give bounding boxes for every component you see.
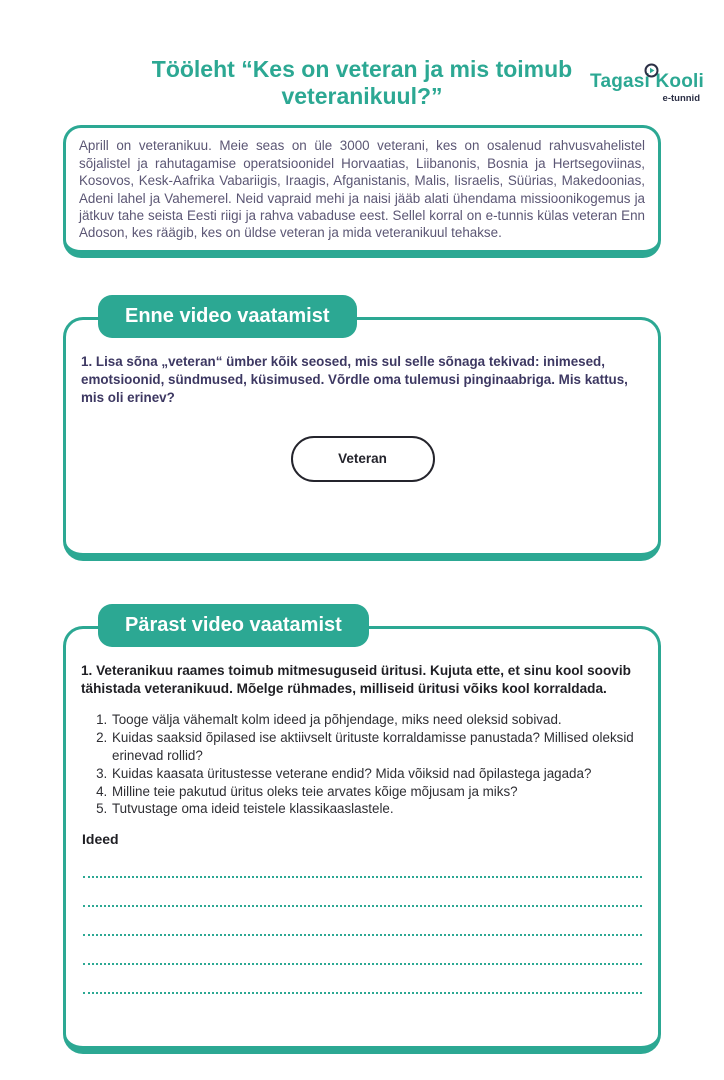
section-heading-after: Pärast video vaatamist: [98, 604, 369, 647]
logo-brand-text: Tagasi Kooli: [590, 71, 704, 92]
subtask-item: 5. Tutvustage oma ideid teistele klassikaaslastele.: [111, 800, 644, 818]
section-before-video: [63, 304, 661, 561]
answer-line: [83, 878, 642, 907]
answer-lines: [81, 849, 644, 994]
play-icon: [644, 63, 659, 83]
section-heading-before: Enne video vaatamist: [98, 295, 357, 338]
answer-line: [83, 965, 642, 994]
intro-box: [63, 125, 661, 258]
subtask-item: 1. Tooge välja vähemalt kolm ideed ja põhjendage, miks need oleksid sobivad.: [111, 711, 644, 729]
answer-line: [83, 936, 642, 965]
subtask-item: 3. Kuidas kaasata üritustesse veterane endid? Mida võiksid nad õpilastega jagada?: [111, 765, 644, 783]
answer-line: [83, 907, 642, 936]
subtask-list: [81, 711, 644, 818]
logo-tagline: e-tunnid: [662, 93, 700, 104]
subtask-item: 4. Milline teie pakutud üritus oleks teie arvates kõige mõjusam ja miks?: [111, 783, 644, 801]
ideas-label: Ideed: [82, 831, 119, 848]
intro-paragraph: Aprill on veteranikuu. Meie seas on üle 3000 veterani, kes on osalenud rahvusvahelistel sõjalistel ja rahutagamise operatsioonidel Horvaatias, Liibanonis, Bosnia ja Hertsegoviinas, Kosovos, Kesk-Aafrika Vabariigis, Iraagis, Afganistanis, Malis, Iisraelis, Süürias, Makedoonias, Adeni lahel ja Vahemerel. Neid vapraid mehi ja naisi jääb alati ühendama missioonikogemus ja jätkuv tahe seista Eesti riigi ja rahva vabaduse eest. Sellel korral on e-tunnis külas veteran Enn Adoson, kes räägib, kes on üldse veteran ja mida veteranikuul tehakse.: [79, 138, 645, 241]
answer-line: [83, 849, 642, 878]
after-video-task: 1. Veteranikuu raames toimub mitmesuguseid üritusi. Kujuta ette, et sinu kool soovib tähistada veteranikuud. Mõelge rühmades, milliseid üritusi võiks kool korraldada.: [81, 662, 631, 696]
veteran-bubble-label: Veteran: [338, 451, 387, 467]
section-after-video: [63, 613, 661, 1054]
tagasi-kooli-logo: [590, 72, 704, 104]
before-video-question: 1. Lisa sõna „veteran“ ümber kõik seosed, mis sul selle sõnaga tekivad: inimesed, emotsioonid, sündmused, küsimused. Võrdle oma tulemusi pinginaabriga. Mis kattus, mis oli erinev?: [81, 353, 628, 405]
subtask-item: 2. Kuidas saaksid õpilased ise aktiivselt ürituste korraldamisse panustada? Millised oleksid erinevad rollid?: [111, 729, 644, 765]
veteran-bubble: [291, 436, 435, 482]
page-title: Tööleht “Kes on veteran ja mis toimub veteranikuul?”: [151, 56, 573, 110]
